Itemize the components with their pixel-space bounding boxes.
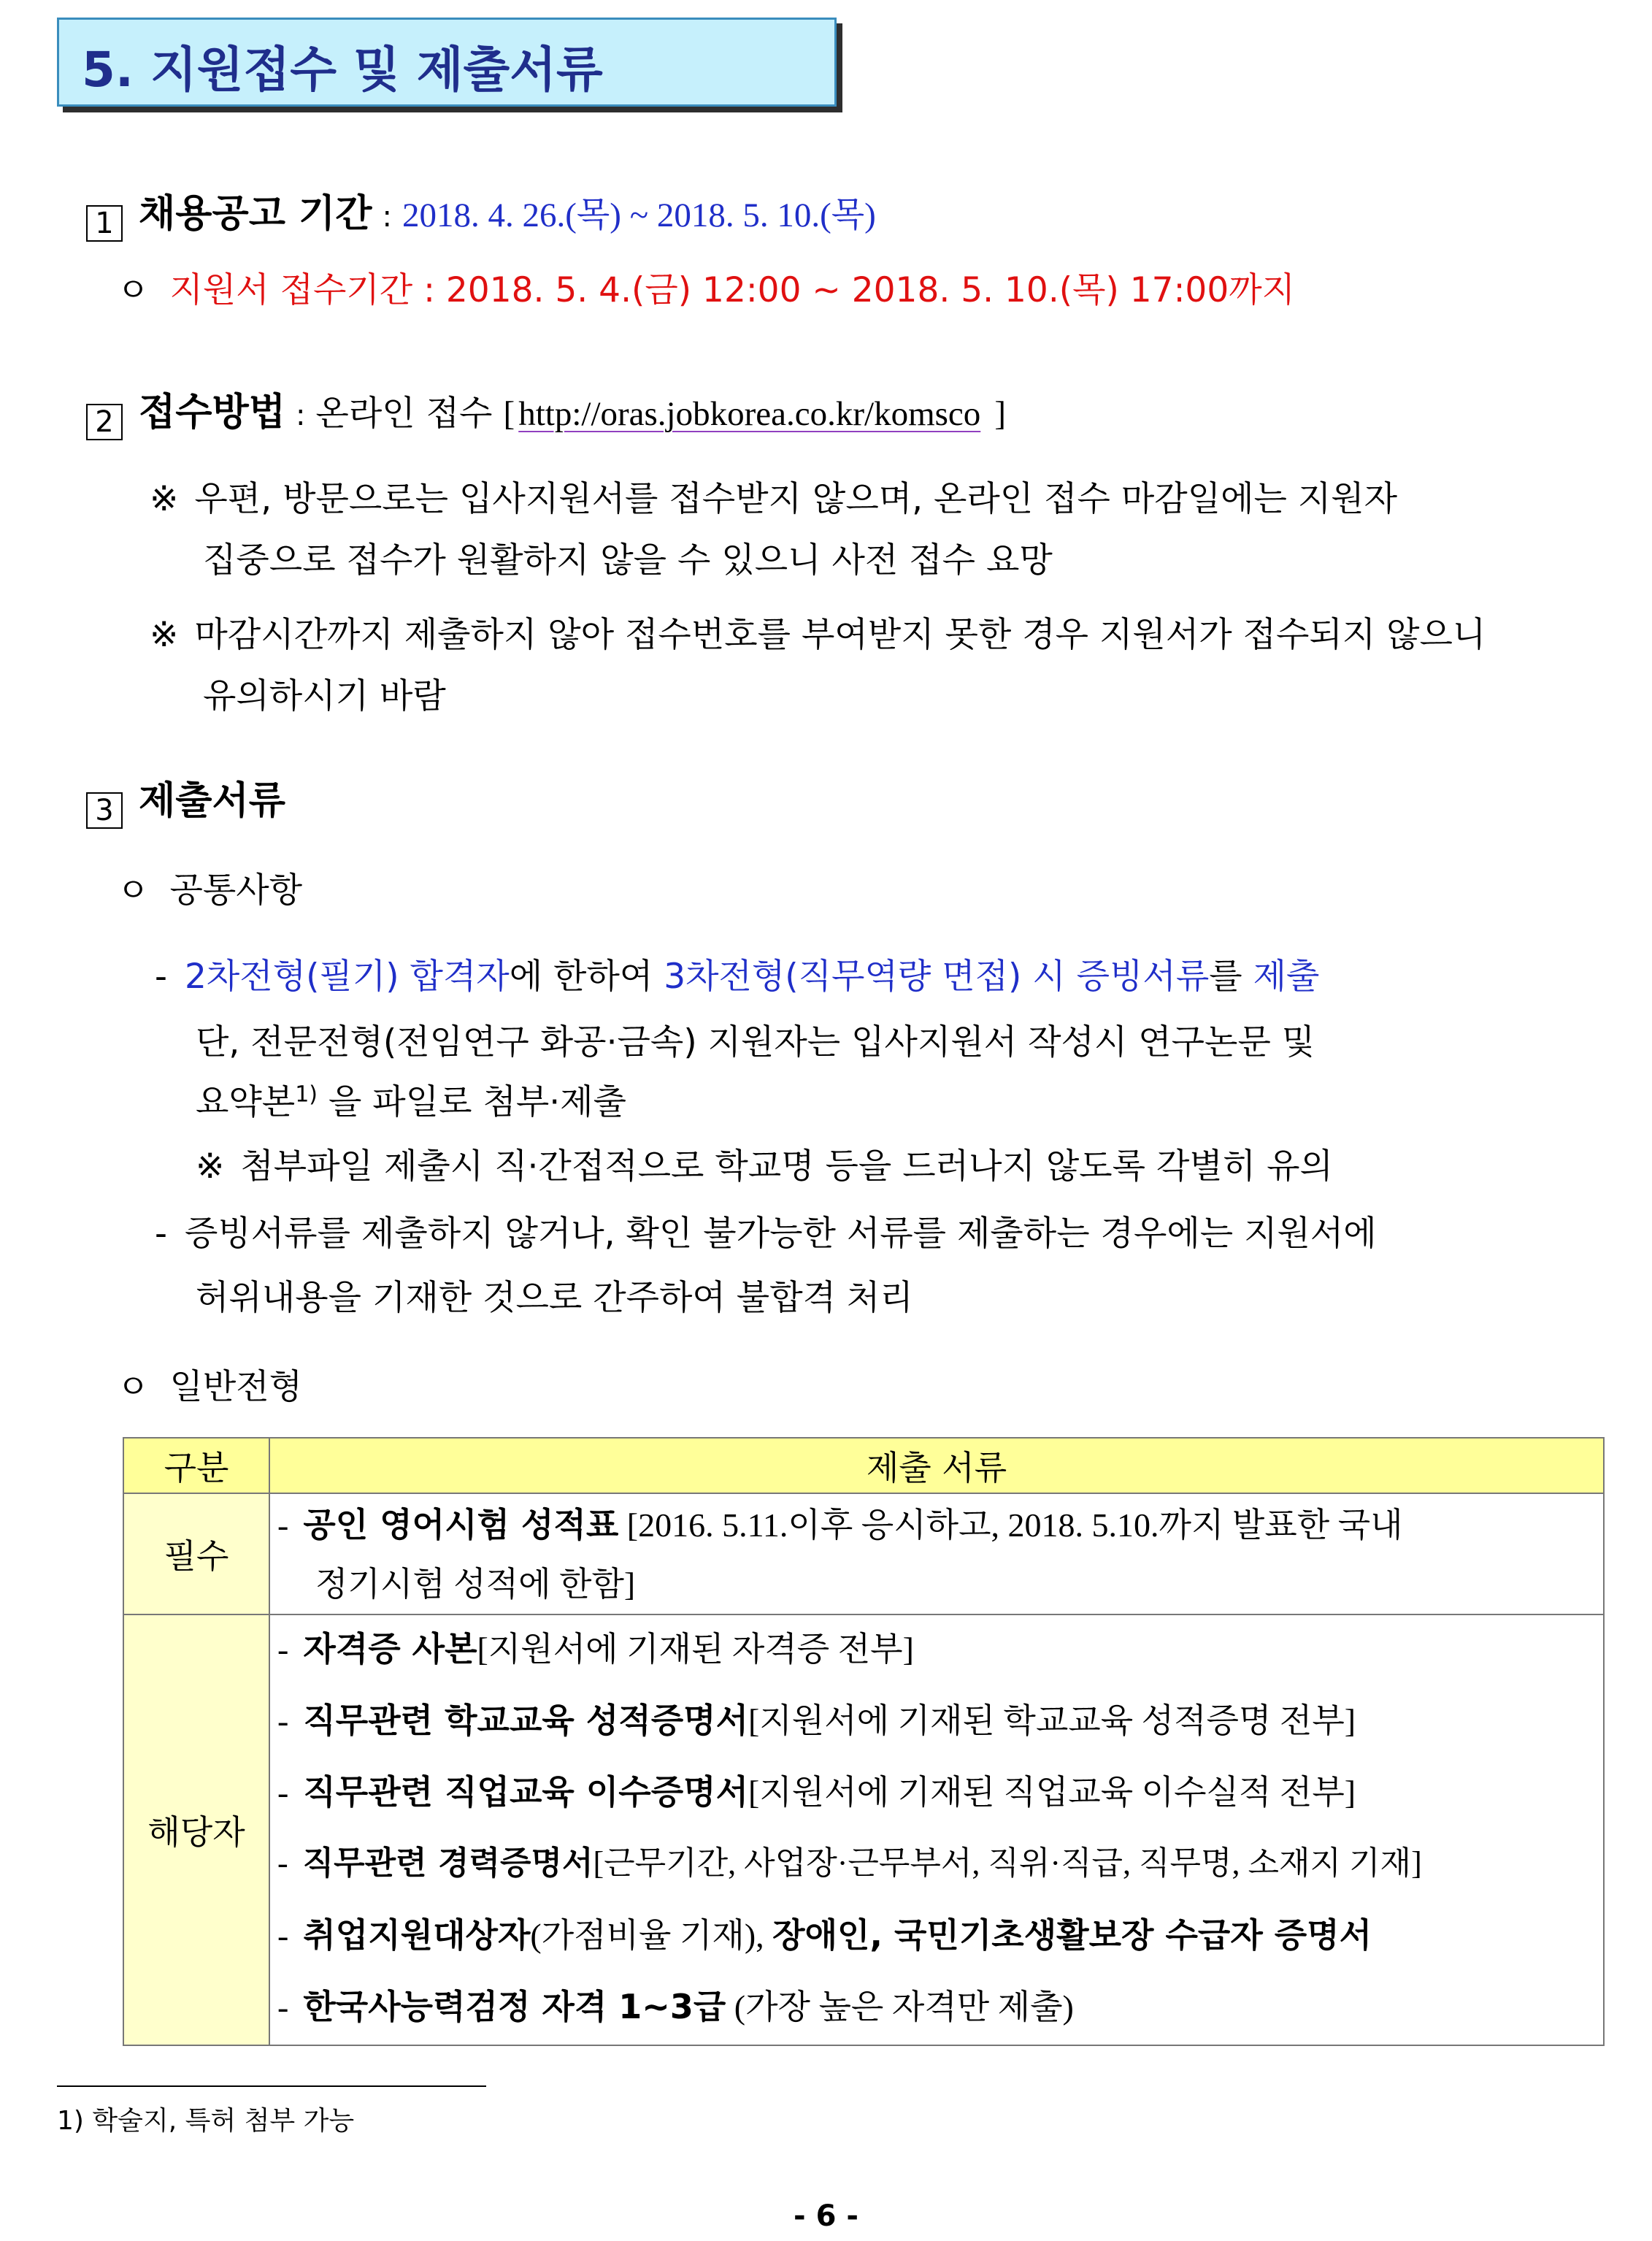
doc-detail: [지원서에 기재된 학교교육 성적증명 전부]: [748, 1702, 1356, 1739]
dash1-part4: 를: [1209, 957, 1253, 997]
footnote-divider: [57, 2085, 486, 2087]
doc-detail: [지원서에 기재된 자격증 전부]: [477, 1631, 914, 1668]
common-dash1-line3: [196, 1075, 626, 1124]
required-rest: [2016. 5.11.이후 응시하고, 2018. 5.10.까지 발표한 국내: [618, 1506, 1403, 1544]
doc-name: 직무관련 학교교육 성적증명서: [303, 1701, 749, 1740]
item1-heading-row: [86, 183, 876, 242]
dash-mark: -: [155, 1214, 167, 1254]
table-row-required: [123, 1493, 1604, 1614]
documents-table: [123, 1437, 1605, 2046]
common-dash1-line2: 단, 전문전형(전임연구 화공·금속) 지원자는 입사지원서 작성시 연구논문 및: [196, 1022, 1315, 1062]
header-category: 구분: [123, 1438, 269, 1493]
dash-mark: -: [277, 1988, 289, 2026]
item1-number-box: 1: [86, 205, 123, 242]
bullet-circle: ㅇ: [117, 270, 150, 310]
list-item: [277, 1758, 1603, 1830]
dash-mark: -: [277, 1702, 289, 1739]
item3-number-box: 3: [86, 792, 123, 829]
required-line2: 정기시험 성적에 한함]: [315, 1566, 636, 1603]
url-bracket-open: [: [503, 395, 515, 433]
common-label: 공통사항: [169, 870, 303, 911]
common-dash1-line1: [155, 949, 1319, 998]
header-documents: 제출 서류: [269, 1438, 1604, 1493]
doc-name: 한국사능력검정 자격 1~3급: [303, 1987, 726, 2026]
dash1-line3a: 요약본: [196, 1082, 296, 1122]
item1-heading: 채용공고 기간: [139, 192, 372, 236]
application-url-link[interactable]: http://oras.jobkorea.co.kr/komsco: [518, 395, 981, 433]
receipt-period-row: [117, 263, 1295, 312]
category-required: 필수: [123, 1493, 269, 1614]
footnote-ref: 1): [295, 1081, 318, 1108]
common-dash2-line1: [155, 1206, 1377, 1255]
item1-colon: :: [382, 200, 392, 234]
item3-heading-row: [86, 770, 285, 829]
doc-name: 직무관련 경력증명서: [302, 1844, 593, 1882]
url-bracket-close: ]: [994, 395, 1007, 433]
item1-period: 2018. 4. 26.(목) ~ 2018. 5. 10.(목): [402, 196, 876, 234]
dash1-part1: 2차전형(필기) 합격자: [184, 957, 510, 997]
item2-method: 온라인 접수: [315, 394, 493, 434]
bullet-circle: ㅇ: [117, 870, 150, 910]
common-dash2-line2: 허위내용을 기재한 것으로 간주하여 불합격 처리: [196, 1278, 913, 1318]
common-dash1-note: [196, 1139, 1333, 1188]
note-mark: ※: [150, 479, 179, 519]
receipt-period: 지원서 접수기간 : 2018. 5. 4.(금) 12:00 ~ 2018. 5. 10.(목) 17:00까지: [169, 270, 1296, 310]
table-header-row: [123, 1438, 1604, 1493]
list-item: [277, 1973, 1603, 2045]
note1-text: 우편, 방문으로는 입사지원서를 접수받지 않으며, 온라인 접수 마감일에는 지원자: [194, 479, 1398, 519]
dash2-text: 증빙서류를 제출하지 않거나, 확인 불가능한 서류를 제출하는 경우에는 지원서에: [184, 1214, 1377, 1254]
dash1-line3b: 을 파일로 첨부·제출: [318, 1082, 626, 1122]
table-row-applicable: [123, 1614, 1604, 2045]
list-item: [277, 1901, 1603, 1973]
doc-name-2: 장애인, 국민기초생활보장 수급자 증명서: [772, 1915, 1372, 1955]
note2-line2: 유의하시기 바람: [203, 676, 446, 716]
required-documents: [269, 1493, 1604, 1614]
item2-heading-row: [86, 381, 1006, 440]
doc-detail: [지원서에 기재된 직업교육 이수실적 전부]: [748, 1774, 1356, 1811]
item2-number-box: 2: [86, 404, 123, 440]
doc-detail: (가점비율 기재),: [530, 1917, 773, 1954]
list-item: [277, 1687, 1603, 1758]
note1-line1: [150, 472, 1397, 521]
dash-mark: -: [277, 1845, 288, 1881]
required-line1: [277, 1494, 1603, 1554]
dash-mark: -: [277, 1506, 289, 1544]
list-item: [277, 1615, 1603, 1687]
dash1-part5: 제출: [1253, 957, 1320, 997]
note-mark: ※: [196, 1146, 225, 1187]
dash1-note-text: 첨부파일 제출시 직·간접적으로 학교명 등을 드러나지 않도록 각별히 유의: [240, 1146, 1333, 1187]
dash1-part2: 에 한하여: [509, 957, 664, 997]
category-applicable: 해당자: [123, 1614, 269, 2045]
dash-mark: -: [155, 957, 167, 997]
section-title: 5. 지원접수 및 제출서류: [82, 42, 603, 98]
general-label: 일반전형: [169, 1367, 303, 1407]
required-bold: 공인 영어시험 성적표: [303, 1505, 619, 1544]
item3-heading: 제출서류: [139, 779, 285, 823]
page-number: - 6 -: [794, 2199, 858, 2233]
note2-line1: [150, 608, 1486, 656]
applicable-documents: [269, 1614, 1604, 2045]
doc-name: 자격증 사본: [303, 1629, 477, 1669]
footnote: 1) 학술지, 특허 첨부 가능: [57, 2106, 355, 2136]
list-item: [277, 1830, 1603, 1901]
common-subheading: [117, 863, 302, 912]
dash-mark: -: [277, 1631, 289, 1668]
doc-detail: [근무기간, 사업장·근무부서, 직위·직급, 직무명, 소재지 기재]: [593, 1845, 1422, 1881]
dash-mark: -: [277, 1774, 289, 1811]
item2-colon: :: [295, 399, 306, 432]
note2-text: 마감시간까지 제출하지 않아 접수번호를 부여받지 못한 경우 지원서가 접수되지 않으니: [194, 615, 1486, 655]
bullet-circle: ㅇ: [117, 1367, 150, 1406]
item2-heading: 접수방법: [139, 391, 285, 434]
doc-detail: (가장 높은 자격만 제출): [726, 1988, 1074, 2026]
doc-name: 직무관련 직업교육 이수증명서: [303, 1772, 749, 1812]
note-mark: ※: [150, 615, 179, 655]
note1-line2: 집중으로 접수가 원활하지 않을 수 있으니 사전 접수 요망: [203, 540, 1053, 581]
dash1-part3: 3차전형(직무역량 면접) 시 증빙서류: [664, 957, 1210, 997]
dash-mark: -: [277, 1917, 289, 1954]
general-subheading: [117, 1360, 302, 1409]
doc-name: 취업지원대상자: [303, 1915, 531, 1955]
